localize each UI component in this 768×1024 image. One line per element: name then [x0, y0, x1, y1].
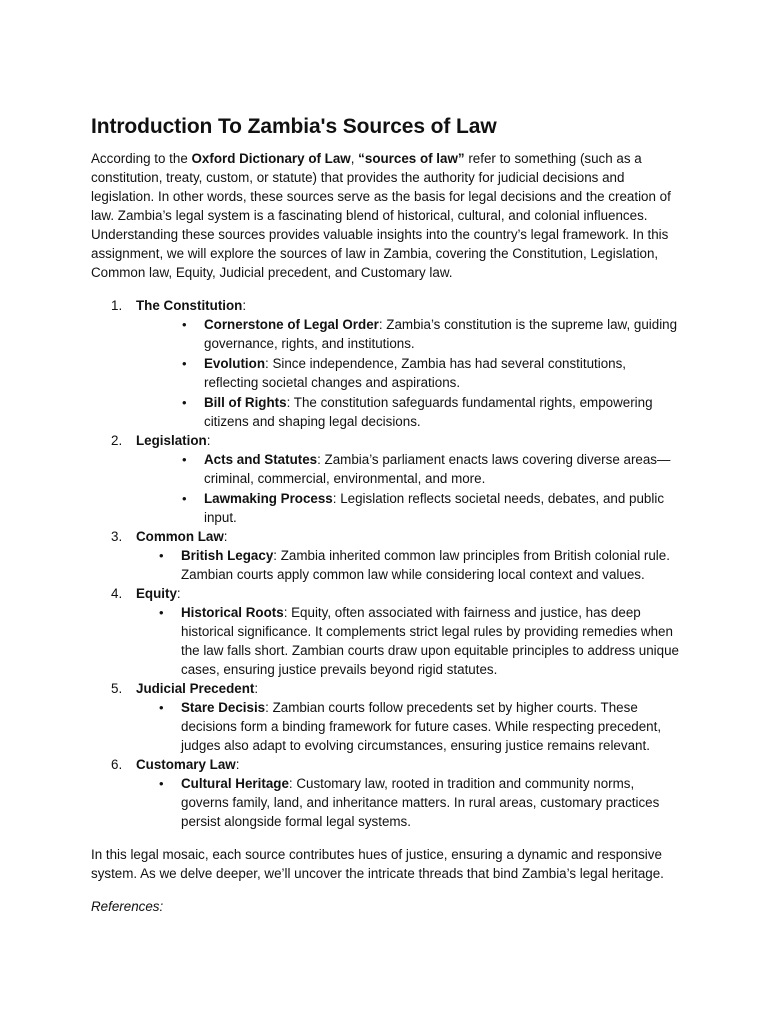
- point-text: : Zambian courts follow precedents set by higher courts. These decisions form a binding framework for future cases. While respecting precedent, judges also adapt to evolving circumstances, ensuring justice remains relevant.: [181, 700, 662, 753]
- section-number: 5.: [111, 681, 123, 696]
- section-points: [158, 603, 681, 679]
- intro-paragraph: [91, 149, 681, 282]
- heading-colon: :: [254, 681, 259, 696]
- section-points: [181, 450, 681, 527]
- section-heading: Common Law: [136, 529, 224, 544]
- section-heading: The Constitution: [136, 298, 243, 313]
- section-points: [158, 698, 681, 755]
- list-item: [158, 698, 681, 755]
- section-points: [158, 546, 681, 584]
- list-item: [158, 546, 681, 584]
- point-term: Bill of Rights: [204, 395, 287, 410]
- point-text: : Legislation reflects societal needs, debates, and public input.: [204, 491, 665, 525]
- list-item: [158, 603, 681, 679]
- intro-comma: ,: [350, 151, 359, 166]
- bullet-icon: •: [182, 452, 187, 467]
- point-term: Stare Decisis: [181, 700, 266, 715]
- heading-colon: :: [223, 529, 228, 544]
- point-term: Acts and Statutes: [204, 452, 318, 467]
- point-term: Cultural Heritage: [181, 776, 289, 791]
- section-heading: Judicial Precedent: [136, 681, 255, 696]
- bullet-icon: •: [159, 548, 164, 563]
- bullet-icon: •: [159, 605, 164, 620]
- section-constitution: [91, 296, 681, 431]
- section-points: [158, 774, 681, 831]
- point-term: British Legacy: [181, 548, 274, 563]
- section-number: 6.: [111, 757, 123, 772]
- point-term: Evolution: [204, 356, 265, 371]
- closing-paragraph: In this legal mosaic, each source contributes hues of justice, ensuring a dynamic and responsive system. As we delve deeper, we’ll uncover the intricate threads that bind Zambia’s legal heritage.: [91, 847, 664, 881]
- intro-dictionary: Oxford Dictionary of Law: [191, 151, 351, 166]
- point-text: : Zambia’s parliament enacts laws covering diverse areas—criminal, commercial, environmental, and more.: [204, 452, 671, 486]
- point-text: : Zambia’s constitution is the supreme law, guiding governance, rights, and institutions.: [204, 317, 678, 351]
- intro-prefix: According to the: [91, 151, 192, 166]
- heading-colon: :: [206, 433, 211, 448]
- heading-colon: :: [176, 586, 181, 601]
- point-text: : Since independence, Zambia has had several constitutions, reflecting societal changes and aspirations.: [204, 356, 627, 390]
- document-page: [91, 113, 681, 916]
- point-text: : The constitution safeguards fundamental rights, empowering citizens and shaping legal decisions.: [204, 395, 653, 429]
- intro-rest: refer to something (such as a constitution, treaty, custom, or statute) that provides the authority for judicial decisions and legislation. In other words, these sources serve as the basis for legal decisions and the creation of law. Zambia’s legal system is a fascinating blend of historical, cultural, and colonial influences. Understanding these sources provides valuable insights into the country’s legal framework. In this assignment, we will explore the sources of law in Zambia, covering the Constitution, Legislation, Common law, Equity, Judicial precedent, and Customary law.: [91, 151, 671, 280]
- section-customary-law: [91, 755, 681, 831]
- section-legislation: [91, 431, 681, 527]
- point-term: Cornerstone of Legal Order: [204, 317, 379, 332]
- list-item: [181, 489, 681, 527]
- section-common-law: [91, 527, 681, 584]
- section-heading: Customary Law: [136, 757, 236, 772]
- list-item: [181, 354, 681, 392]
- bullet-icon: •: [182, 317, 187, 332]
- bullet-icon: •: [182, 356, 187, 371]
- point-text: : Customary law, rooted in tradition and community norms, governs family, land, and inheritance matters. In rural areas, customary practices persist alongside formal legal systems.: [181, 776, 660, 829]
- sources-list: [91, 296, 681, 831]
- point-text: : Equity, often associated with fairness and justice, has deep historical significance. It complements strict legal rules by providing remedies when the law falls short. Zambian courts draw upon equitable principles to address unique cases, ensuring justice prevails beyond rigid statutes.: [181, 605, 679, 677]
- bullet-icon: •: [159, 776, 164, 791]
- list-item: [181, 450, 681, 488]
- point-term: Lawmaking Process: [204, 491, 333, 506]
- point-text: : Zambia inherited common law principles from British colonial rule. Zambian courts apply common law while considering local context and values.: [181, 548, 670, 582]
- heading-colon: :: [235, 757, 240, 772]
- list-item: [181, 393, 681, 431]
- heading-colon: :: [242, 298, 247, 313]
- document-title: Introduction To Zambia's Sources of Law: [91, 115, 497, 138]
- bullet-icon: •: [182, 395, 187, 410]
- section-number: 4.: [111, 586, 123, 601]
- bullet-icon: •: [182, 491, 187, 506]
- section-heading: Legislation: [136, 433, 207, 448]
- section-number: 1.: [111, 298, 123, 313]
- intro-term: “sources of law”: [358, 151, 465, 166]
- section-judicial-precedent: [91, 679, 681, 755]
- point-term: Historical Roots: [181, 605, 284, 620]
- references-heading: References:: [91, 899, 164, 914]
- list-item: [158, 774, 681, 831]
- section-points: [181, 315, 681, 431]
- section-number: 3.: [111, 529, 123, 544]
- list-item: [181, 315, 681, 353]
- section-heading: Equity: [136, 586, 177, 601]
- bullet-icon: •: [159, 700, 164, 715]
- section-equity: [91, 584, 681, 679]
- section-number: 2.: [111, 433, 123, 448]
